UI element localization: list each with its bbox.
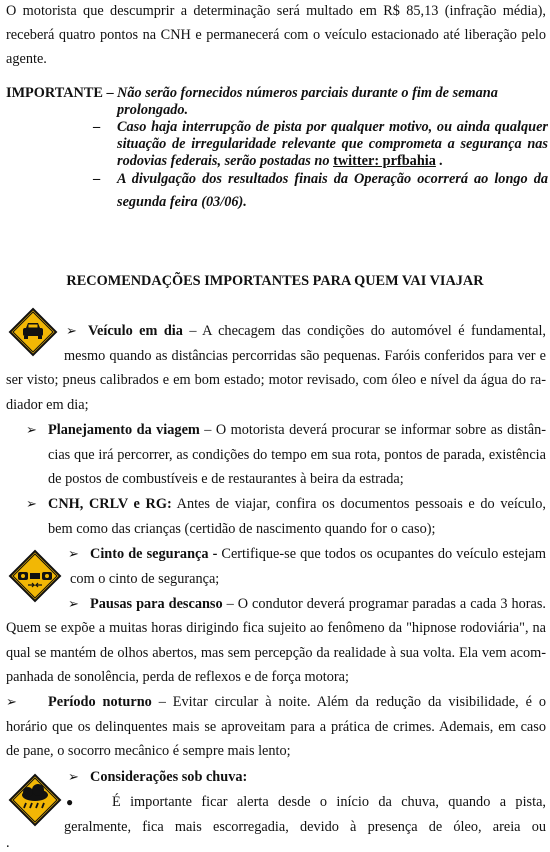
cnh-line-2: bem como das crianças (certidão de nascimento quando for o caso); xyxy=(48,521,436,537)
important-bullet-1-line-1: Caso haja interrupção de pista por qualquer motivo, ou ainda qualquer xyxy=(117,119,548,135)
pausas-line-2: Quem se expõe a muitas horas dirigindo fica sujeito ao fenômeno da "hipnose rodoviária", na xyxy=(6,620,546,636)
planejamento-text: – O motorista deverá procurar se informar sobre as distân- xyxy=(199,422,546,438)
cnh-title: CNH, CRLV e RG: xyxy=(48,496,172,512)
chuva-line-2: geralmente, fica mais escorregadia, devido à presença de óleo, areia ou xyxy=(64,819,546,835)
pausas-line-1 xyxy=(90,595,546,613)
cinto-line-2: com o cinto de segurança; xyxy=(70,571,220,587)
cinto-text: Certifique-se que todos os ocupantes do veículo estejam xyxy=(217,546,546,562)
important-line-2: prolongado. xyxy=(117,102,189,118)
important-label: IMPORTANTE – xyxy=(6,85,114,101)
important-bullet-1-end: . xyxy=(439,153,444,169)
intro-line-3: agente. xyxy=(6,51,47,67)
cnh-line-1 xyxy=(48,495,546,513)
pausas-line-3: qual se mantém de olhos abertos, mas sem percepção da realidade à sua volta. Ela vem acom- xyxy=(6,645,546,661)
section-heading: RECOMENDAÇÕES IMPORTANTES PARA QUEM VAI VIAJAR xyxy=(66,273,484,289)
pausas-title: Pausas para descanso xyxy=(90,596,223,612)
rain-warning-sign-icon xyxy=(8,773,62,827)
pausas-line-4: panhada de sonolência, perda de reflexos e de força motora; xyxy=(6,669,349,685)
important-bullet-2-line-1: A divulgação dos resultados finais da Operação ocorrerá ao longo da xyxy=(117,171,548,187)
important-bullet-1-line-2: situação de irregularidade relevante que comprometa a segurança nas xyxy=(117,136,548,152)
noturno-title: Período noturno xyxy=(48,694,152,710)
bullet-arrow-icon: ➢ xyxy=(68,596,79,611)
bullet-arrow-icon: ➢ xyxy=(6,694,17,709)
car-warning-sign-icon xyxy=(8,307,58,357)
bullet-dot-icon: ● xyxy=(66,795,74,809)
important-line-1: Não serão fornecidos números parciais durante o fim de semana xyxy=(117,85,498,101)
bullet-arrow-icon: ➢ xyxy=(68,769,79,784)
twitter-link[interactable]: twitter: prfbahia xyxy=(333,153,436,169)
veiculo-text: – A checagem das condições do automóvel é fundamental, xyxy=(182,323,546,339)
noturno-text: – Evitar circular à noite. Além da redução da visibilidade, é o xyxy=(151,694,546,710)
bullet-arrow-icon: ➢ xyxy=(26,496,37,511)
veiculo-line-4: diador em dia; xyxy=(6,397,89,413)
veiculo-line-1 xyxy=(88,322,546,340)
noturno-line-2: horário que os delinquentes mais se aproveitam para a prática de crimes. Ademais, em caso xyxy=(6,719,546,735)
intro-line-1: O motorista que descumprir a determinação será multado em R$ 85,13 (infração média), xyxy=(6,3,546,19)
bullet-arrow-icon: ➢ xyxy=(68,546,79,561)
intro-line-2: receberá quatro pontos na CNH e permanecerá com o veículo estacionado até liberação pelo xyxy=(6,27,546,43)
important-bullet-1-line-3 xyxy=(117,152,443,170)
pausas-text: – O condutor deverá programar paradas a cada 3 horas. xyxy=(222,596,546,612)
chuva-title: Considerações sob chuva: xyxy=(90,769,248,785)
cnh-text: Antes de viajar, confira os documentos pessoais e do veículo, xyxy=(171,496,546,512)
cinto-title: Cinto de segurança - xyxy=(90,546,218,562)
noturno-line-3: de pane, o socorro mecânico é sempre mais lento; xyxy=(6,743,291,759)
planejamento-title: Planejamento da viagem xyxy=(48,422,200,438)
planejamento-line-1 xyxy=(48,421,546,439)
important-dash-2: – xyxy=(93,171,101,187)
important-dash-1: – xyxy=(93,119,101,135)
planejamento-line-3: de postos de combustíveis e de restaurantes à beira da estrada; xyxy=(48,471,404,487)
important-bullet-1-text: rodovias federais, serão postadas no xyxy=(117,153,330,169)
important-bullet-2-line-2: segunda feira (03/06). xyxy=(117,194,247,210)
seatbelt-warning-sign-icon xyxy=(8,549,62,603)
planejamento-line-2: cias que irá percorrer, as condições do tempo em sua rota, pontos de parada, existência xyxy=(48,447,546,463)
footer-mark: . xyxy=(6,835,10,851)
veiculo-line-3: ser visto; pneus calibrados e em bom estado; motor revisado, com óleo e nível da água do ra- xyxy=(6,372,546,388)
noturno-line-1 xyxy=(48,693,546,711)
bullet-arrow-icon: ➢ xyxy=(66,323,77,338)
chuva-line-1: É importante ficar alerta desde o início da chuva, quando a pista, xyxy=(112,794,546,810)
bullet-arrow-icon: ➢ xyxy=(26,422,37,437)
veiculo-title: Veículo em dia xyxy=(88,323,183,339)
cinto-line-1 xyxy=(90,545,546,563)
veiculo-line-2: mesmo quando as distâncias percorridas são pequenas. Faróis conferidos para ver e xyxy=(64,348,546,364)
